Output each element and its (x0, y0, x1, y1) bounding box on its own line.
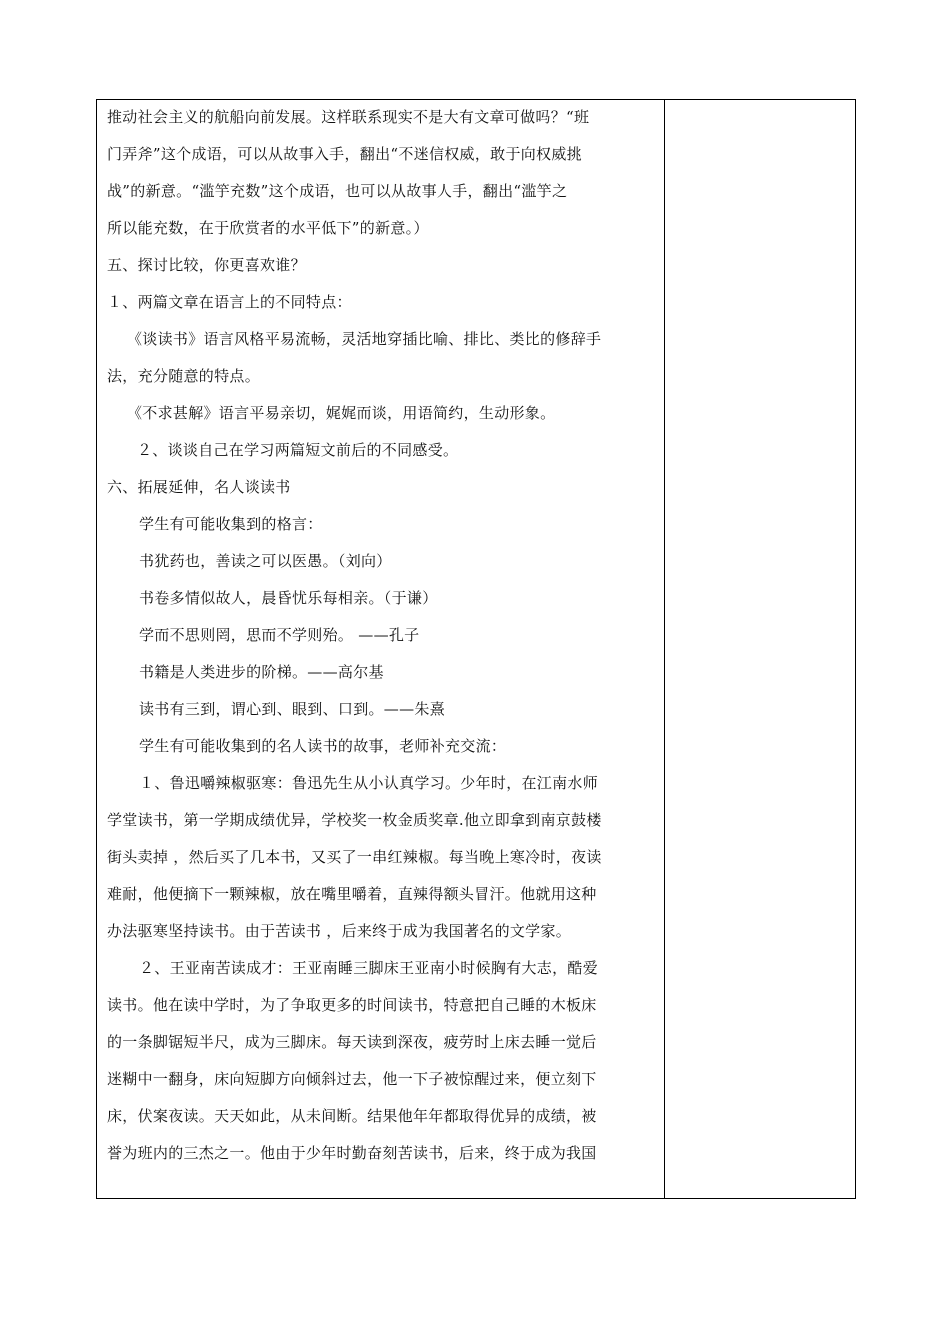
quote-line: 读书有三到，谓心到、眼到、口到。——朱熹 (139, 700, 446, 718)
text-line: 战”的新意。“滥竽充数”这个成语，也可以从故事人手，翻出“滥竽之 (107, 182, 568, 200)
text-line: １、两篇文章在语言上的不同特点： (107, 293, 352, 311)
document-table (96, 99, 856, 1199)
quote-line: 书犹药也，善读之可以医愚。（刘向） (139, 552, 392, 570)
text-line: 《谈读书》语言风格平易流畅，灵活地穿插比喻、排比、类比的修辞手 (127, 330, 602, 348)
quote-line: 书籍是人类进步的阶梯。——高尔基 (139, 663, 384, 681)
text-line: 门弄斧”这个成语，可以从故事入手，翻出“不迷信权威，敢于向权威挑 (107, 145, 582, 163)
text-line: 街头卖掉 ，然后买了几本书，又买了一串红辣椒。每当晚上寒冷时，夜读 (107, 848, 602, 866)
text-line: 所以能充数，在于欣赏者的水平低下”的新意。） (107, 219, 429, 237)
section-heading: 六、拓展延伸，名人谈读书 (107, 478, 291, 496)
text-line: 法，充分随意的特点。 (107, 367, 261, 385)
text-line: 读书。他在读中学时，为了争取更多的时间读书，特意把自己睡的木板床 (107, 996, 597, 1014)
text-line: 学堂读书，第一学期成绩优异，学校奖一枚金质奖章.他立即拿到南京鼓楼 (107, 811, 602, 829)
section-heading: 五、探讨比较，你更喜欢谁？ (107, 256, 306, 274)
text-line: 的一条脚锯短半尺，成为三脚床。每天读到深夜，疲劳时上床去睡一觉后 (107, 1033, 597, 1051)
text-line: ２、王亚南苦读成才：王亚南睡三脚床王亚南小时候胸有大志，酷爱 (139, 959, 599, 977)
text-line: 学生有可能收集到的格言： (139, 515, 323, 533)
text-line: 难耐，他便摘下一颗辣椒，放在嘴里嚼着，直辣得额头冒汗。他就用这种 (107, 885, 597, 903)
notes-cell (665, 100, 855, 1198)
text-line: 迷糊中一翻身，床向短脚方向倾斜过去，他一下子被惊醒过来，便立刻下 (107, 1070, 597, 1088)
text-line: １、鲁迅嚼辣椒驱寒：鲁迅先生从小认真学习。少年时，在江南水师 (139, 774, 599, 792)
text-line: 床，伏案夜读。天天如此，从未间断。结果他年年都取得优异的成绩，被 (107, 1107, 597, 1125)
quote-line: 学而不思则罔，思而不学则殆。 ——孔子 (139, 626, 420, 644)
text-line: 誉为班内的三杰之一。他由于少年时勤奋刻苦读书，后来，终于成为我国 (107, 1144, 597, 1162)
quote-line: 书卷多情似故人，晨昏忧乐每相亲。（于谦） (139, 589, 438, 607)
text-line: 《不求甚解》语言平易亲切，娓娓而谈，用语简约，生动形象。 (127, 404, 556, 422)
text-line: ２、谈谈自己在学习两篇短文前后的不同感受。 (137, 441, 459, 459)
text-line: 学生有可能收集到的名人读书的故事，老师补充交流： (139, 737, 507, 755)
text-line: 推动社会主义的航船向前发展。这样联系现实不是大有文章可做吗？“班 (107, 108, 590, 126)
text-line: 办法驱寒坚持读书。由于苦读书 ，后来终于成为我国著名的文学家。 (107, 922, 572, 940)
content-cell (97, 100, 664, 1198)
